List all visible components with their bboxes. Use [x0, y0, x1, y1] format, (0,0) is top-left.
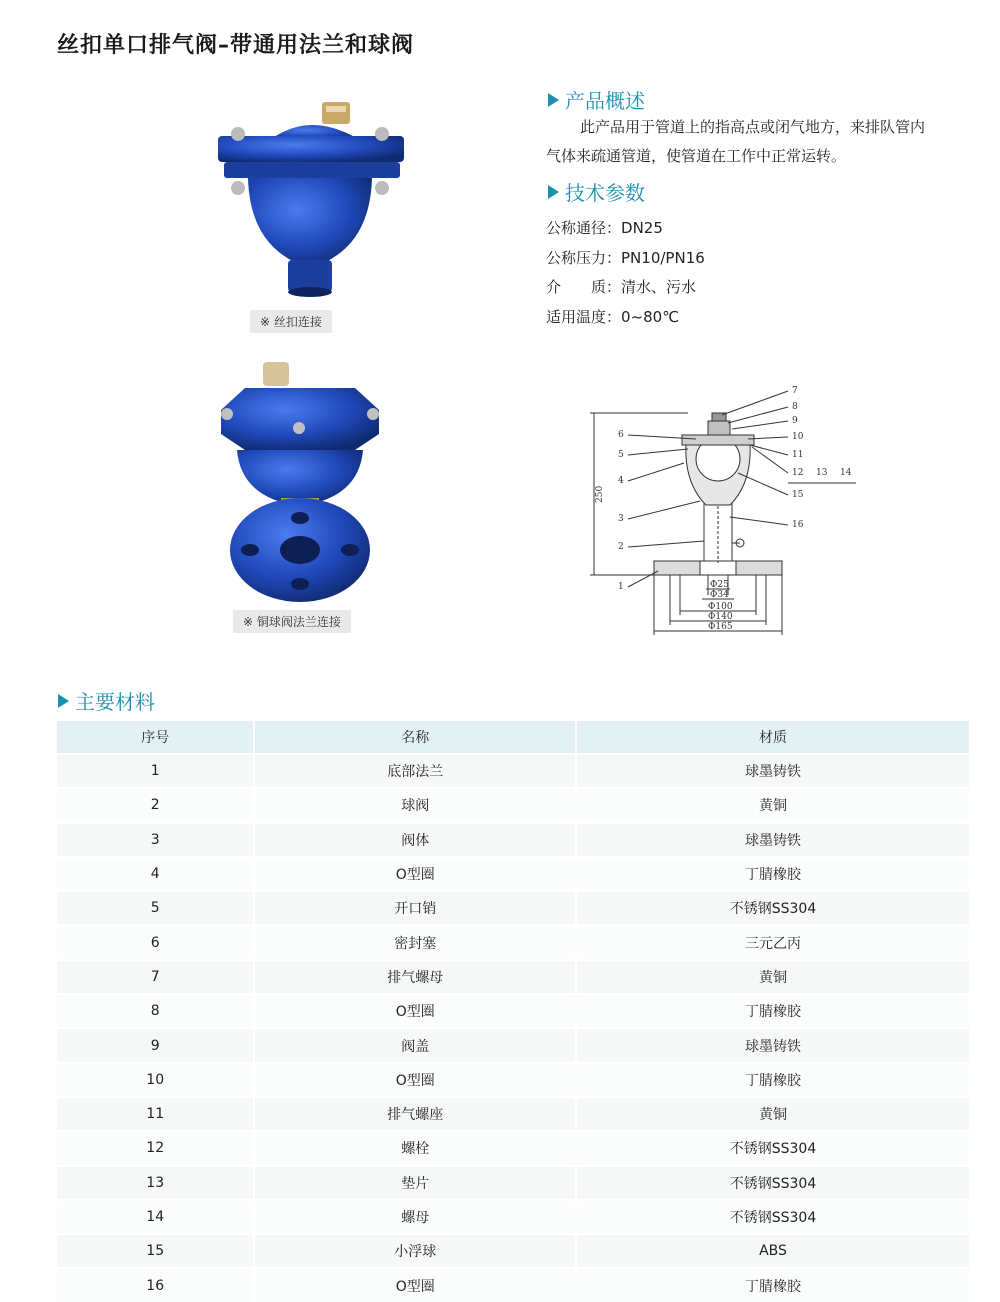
table-row [57, 1166, 970, 1200]
dim-25: Φ25 [710, 580, 729, 590]
dim-165: Φ165 [708, 622, 733, 632]
cell-no: 9 [57, 1028, 254, 1062]
table-row [57, 1234, 970, 1268]
thread-caption: ※ 丝扣连接 [250, 310, 332, 333]
cell-no: 1 [57, 754, 254, 788]
param-value: 清水、污水 [621, 278, 697, 296]
cell-name: O型圈 [254, 857, 576, 891]
cell-no: 11 [57, 1097, 254, 1131]
cell-material: 球墨铸铁 [576, 823, 970, 857]
callout-label: 6 [618, 430, 624, 440]
callout-label: 3 [618, 514, 624, 524]
cell-no: 3 [57, 823, 254, 857]
cell-name: 阀盖 [254, 1028, 576, 1062]
callout-label: 10 [792, 432, 804, 442]
cell-name: 排气螺座 [254, 1097, 576, 1131]
table-row [57, 754, 970, 788]
tech-heading-text: 技术参数 [565, 181, 645, 205]
cell-name: 排气螺母 [254, 960, 576, 994]
column-header-name: 名称 [254, 721, 576, 754]
table-row [57, 823, 970, 857]
cell-no: 10 [57, 1063, 254, 1097]
cell-material: 球墨铸铁 [576, 1028, 970, 1062]
column-header-no: 序号 [57, 721, 254, 754]
cell-no: 7 [57, 960, 254, 994]
cell-material: 丁腈橡胶 [576, 1268, 970, 1301]
cell-no: 4 [57, 857, 254, 891]
callout-label: 7 [792, 386, 798, 396]
cell-name: 开口销 [254, 891, 576, 925]
cell-no: 13 [57, 1166, 254, 1200]
cell-no: 12 [57, 1131, 254, 1165]
param-row [546, 303, 705, 333]
column-header-material: 材质 [576, 721, 970, 754]
cell-material: 丁腈橡胶 [576, 857, 970, 891]
tech-heading [548, 177, 645, 206]
table-row [57, 925, 970, 959]
cell-no: 2 [57, 788, 254, 822]
callout-label: 12 [792, 468, 804, 478]
table-row [57, 994, 970, 1028]
cell-name: O型圈 [254, 994, 576, 1028]
tech-params [546, 214, 705, 332]
cell-material: ABS [576, 1234, 970, 1268]
dim-140: Φ140 [708, 612, 733, 622]
param-label: 公称通径： [546, 219, 622, 237]
triangle-bullet-icon [548, 93, 559, 107]
cell-material: 丁腈橡胶 [576, 994, 970, 1028]
table-row [57, 1028, 970, 1062]
param-value: 0~80℃ [621, 307, 680, 326]
cell-material: 球墨铸铁 [576, 754, 970, 788]
cell-material: 丁腈橡胶 [576, 1063, 970, 1097]
cell-name: 垫片 [254, 1166, 576, 1200]
callout-label: 16 [792, 520, 804, 530]
cell-name: 阀体 [254, 823, 576, 857]
cell-material: 不锈钢SS304 [576, 1166, 970, 1200]
materials-table [57, 721, 971, 1302]
table-row [57, 788, 970, 822]
cell-no: 5 [57, 891, 254, 925]
param-label: 介 质： [546, 278, 622, 296]
callout-label: 5 [618, 450, 624, 460]
table-row [57, 1097, 970, 1131]
cell-name: 螺栓 [254, 1131, 576, 1165]
cell-name: O型圈 [254, 1063, 576, 1097]
cell-no: 16 [57, 1268, 254, 1301]
overview-text [546, 113, 976, 171]
cell-name: 底部法兰 [254, 754, 576, 788]
cell-material: 黄铜 [576, 1097, 970, 1131]
callout-label: 2 [618, 542, 624, 552]
param-value: DN25 [621, 219, 663, 237]
param-row [546, 273, 705, 303]
cell-name: 球阀 [254, 788, 576, 822]
cell-name: O型圈 [254, 1268, 576, 1301]
param-label: 公称压力： [546, 248, 622, 267]
callout-label: 11 [792, 450, 804, 460]
cell-material: 不锈钢SS304 [576, 891, 970, 925]
cell-no: 8 [57, 994, 254, 1028]
table-header-row [57, 721, 970, 754]
flanged-valve-photo [215, 358, 385, 608]
cell-material: 不锈钢SS304 [576, 1131, 970, 1165]
cell-material: 不锈钢SS304 [576, 1200, 970, 1234]
cell-name: 密封塞 [254, 925, 576, 959]
param-value: PN10/PN16 [621, 248, 705, 267]
technical-drawing [588, 383, 868, 643]
callout-label: 14 [840, 468, 852, 478]
param-row [546, 244, 705, 274]
materials-heading-text: 主要材料 [75, 690, 155, 714]
cell-material: 黄铜 [576, 788, 970, 822]
cell-material: 三元乙丙 [576, 925, 970, 959]
cell-no: 15 [57, 1234, 254, 1268]
cell-name: 小浮球 [254, 1234, 576, 1268]
page-title: 丝扣单口排气阀–带通用法兰和球阀 [57, 33, 415, 58]
table-row [57, 1200, 970, 1234]
triangle-bullet-icon [548, 185, 559, 199]
dim-height: 250 [595, 485, 605, 503]
triangle-bullet-icon [58, 694, 69, 708]
table-row [57, 1268, 970, 1301]
materials-heading [58, 686, 155, 715]
cell-no: 6 [57, 925, 254, 959]
overview-heading-text: 产品概述 [565, 89, 645, 113]
callout-label: 15 [792, 490, 804, 500]
overview-line1: 此产品用于管道上的指高点或闭气地方，来排队管内 [580, 118, 926, 136]
callout-label: 1 [618, 582, 624, 592]
table-row [57, 891, 970, 925]
table-row [57, 1063, 970, 1097]
dim-34: Φ34 [710, 590, 729, 600]
cell-no: 14 [57, 1200, 254, 1234]
callout-label: 9 [792, 416, 798, 426]
cell-name: 螺母 [254, 1200, 576, 1234]
table-row [57, 857, 970, 891]
table-row [57, 1131, 970, 1165]
overview-line2: 气体来疏通管道，使管道在工作中正常运转。 [546, 147, 847, 165]
callout-label: 4 [618, 476, 624, 486]
param-row [546, 214, 705, 244]
threaded-valve-photo [210, 100, 410, 300]
callout-label: 13 [816, 468, 828, 478]
param-label: 适用温度： [546, 307, 622, 326]
table-row [57, 960, 970, 994]
dim-100: Φ100 [708, 602, 733, 612]
cell-material: 黄铜 [576, 960, 970, 994]
flange-caption: ※ 铜球阀法兰连接 [233, 610, 351, 633]
callout-label: 8 [792, 402, 798, 412]
overview-heading [548, 85, 645, 114]
